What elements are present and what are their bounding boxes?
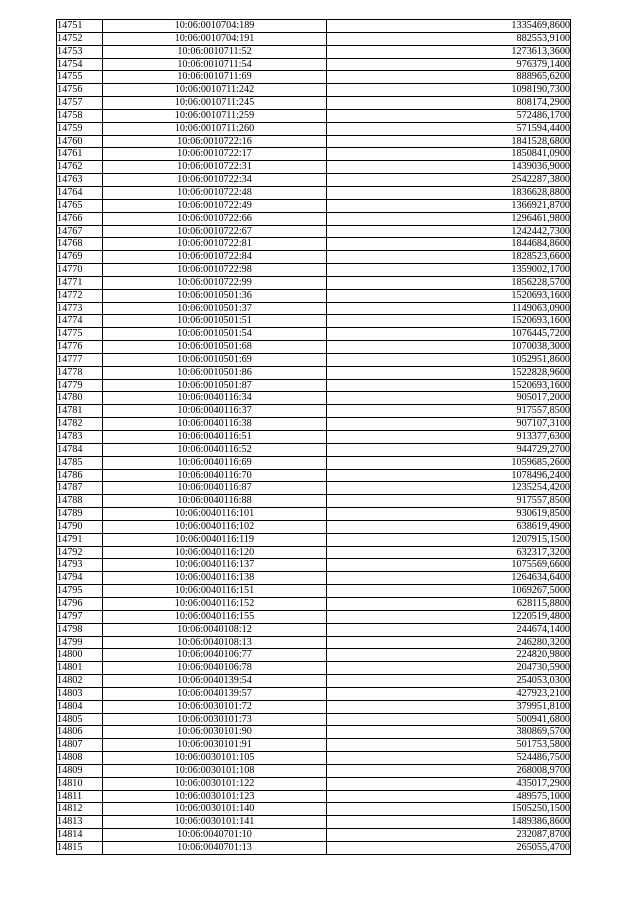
value-cell: 1836628,8800 <box>327 186 571 199</box>
cadastral-number: 10:06:0040116:120 <box>103 546 327 559</box>
row-number: 14772 <box>57 289 103 302</box>
table-row <box>57 790 571 803</box>
row-number: 14761 <box>57 148 103 161</box>
value-cell: 572486,1700 <box>327 109 571 122</box>
table-row <box>57 264 571 277</box>
table-row <box>57 533 571 546</box>
value-cell: 1264634,6400 <box>327 572 571 585</box>
cadastral-number: 10:06:0010722:34 <box>103 174 327 187</box>
value-cell: 224820,9800 <box>327 649 571 662</box>
cadastral-number: 10:06:0040116:70 <box>103 469 327 482</box>
table-row <box>57 572 571 585</box>
value-cell: 1207915,1500 <box>327 533 571 546</box>
table-row <box>57 585 571 598</box>
row-number: 14807 <box>57 739 103 752</box>
value-cell: 638619,4900 <box>327 520 571 533</box>
value-cell: 500941,6800 <box>327 713 571 726</box>
value-cell: 232087,8700 <box>327 829 571 842</box>
table-row <box>57 752 571 765</box>
table-row <box>57 71 571 84</box>
row-number: 14809 <box>57 764 103 777</box>
value-cell: 1359002,1700 <box>327 264 571 277</box>
value-cell: 265055,4700 <box>327 842 571 855</box>
table-row <box>57 405 571 418</box>
value-cell: 1850841,0900 <box>327 148 571 161</box>
value-cell: 246280,3200 <box>327 636 571 649</box>
cadastral-number: 10:06:0010711:69 <box>103 71 327 84</box>
row-number: 14751 <box>57 20 103 33</box>
table-row <box>57 238 571 251</box>
cadastral-number: 10:06:0040116:37 <box>103 405 327 418</box>
cadastral-number: 10:06:0040701:13 <box>103 842 327 855</box>
row-number: 14780 <box>57 392 103 405</box>
table-row <box>57 675 571 688</box>
cadastral-number: 10:06:0030101:72 <box>103 700 327 713</box>
row-number: 14788 <box>57 495 103 508</box>
table-row <box>57 315 571 328</box>
table-row <box>57 546 571 559</box>
row-number: 14774 <box>57 315 103 328</box>
row-number: 14813 <box>57 816 103 829</box>
cadastral-number: 10:06:0040108:12 <box>103 623 327 636</box>
table-row <box>57 739 571 752</box>
row-number: 14784 <box>57 443 103 456</box>
row-number: 14810 <box>57 777 103 790</box>
row-number: 14799 <box>57 636 103 649</box>
table-row <box>57 161 571 174</box>
table-row <box>57 328 571 341</box>
row-number: 14767 <box>57 225 103 238</box>
cadastral-number: 10:06:0010501:36 <box>103 289 327 302</box>
cadastral-number: 10:06:0040116:34 <box>103 392 327 405</box>
row-number: 14765 <box>57 199 103 212</box>
table-row <box>57 58 571 71</box>
table-row <box>57 84 571 97</box>
value-cell: 944729,2700 <box>327 443 571 456</box>
value-cell: 1439036,9000 <box>327 161 571 174</box>
value-cell: 268008,9700 <box>327 764 571 777</box>
cadastral-number: 10:06:0040116:137 <box>103 559 327 572</box>
value-cell: 632317,3200 <box>327 546 571 559</box>
row-number: 14804 <box>57 700 103 713</box>
value-cell: 254053,0300 <box>327 675 571 688</box>
row-number: 14752 <box>57 32 103 45</box>
value-cell: 427923,2100 <box>327 687 571 700</box>
value-cell: 1296461,9800 <box>327 212 571 225</box>
cadastral-number: 10:06:0010722:67 <box>103 225 327 238</box>
row-number: 14795 <box>57 585 103 598</box>
value-cell: 1335469,8600 <box>327 20 571 33</box>
value-cell: 524486,7500 <box>327 752 571 765</box>
cadastral-number: 10:06:0040116:138 <box>103 572 327 585</box>
cadastral-number: 10:06:0010501:51 <box>103 315 327 328</box>
cadastral-number: 10:06:0040116:38 <box>103 418 327 431</box>
cadastral-number: 10:06:0040139:54 <box>103 675 327 688</box>
table-row <box>57 289 571 302</box>
row-number: 14798 <box>57 623 103 636</box>
row-number: 14786 <box>57 469 103 482</box>
row-number: 14783 <box>57 431 103 444</box>
row-number: 14787 <box>57 482 103 495</box>
table-row <box>57 174 571 187</box>
row-number: 14812 <box>57 803 103 816</box>
cadastral-number: 10:06:0010722:48 <box>103 186 327 199</box>
cadastral-number: 10:06:0010722:84 <box>103 251 327 264</box>
row-number: 14785 <box>57 456 103 469</box>
value-cell: 1052951,8600 <box>327 353 571 366</box>
value-cell: 976379,1400 <box>327 58 571 71</box>
cadastral-number: 10:06:0040116:152 <box>103 597 327 610</box>
row-number: 14768 <box>57 238 103 251</box>
value-cell: 1070038,3000 <box>327 341 571 354</box>
value-cell: 571594,4400 <box>327 122 571 135</box>
cadastral-number: 10:06:0010722:31 <box>103 161 327 174</box>
value-cell: 1828523,6600 <box>327 251 571 264</box>
cadastral-number: 10:06:0010711:245 <box>103 97 327 110</box>
row-number: 14758 <box>57 109 103 122</box>
cadastral-number: 10:06:0030101:108 <box>103 764 327 777</box>
value-cell: 244674,1400 <box>327 623 571 636</box>
row-number: 14763 <box>57 174 103 187</box>
row-number: 14801 <box>57 662 103 675</box>
table-row <box>57 597 571 610</box>
row-number: 14802 <box>57 675 103 688</box>
table-row <box>57 186 571 199</box>
row-number: 14773 <box>57 302 103 315</box>
table-body <box>57 20 571 855</box>
table-row <box>57 842 571 855</box>
row-number: 14806 <box>57 726 103 739</box>
row-number: 14779 <box>57 379 103 392</box>
value-cell: 1075569,6600 <box>327 559 571 572</box>
table-row <box>57 482 571 495</box>
value-cell: 888965,6200 <box>327 71 571 84</box>
row-number: 14775 <box>57 328 103 341</box>
row-number: 14764 <box>57 186 103 199</box>
table-row <box>57 353 571 366</box>
cadastral-number: 10:06:0010722:17 <box>103 148 327 161</box>
cadastral-number: 10:06:0010711:260 <box>103 122 327 135</box>
table-row <box>57 610 571 623</box>
cadastral-number: 10:06:0040139:57 <box>103 687 327 700</box>
table-row <box>57 251 571 264</box>
table-row <box>57 469 571 482</box>
value-cell: 501753,5800 <box>327 739 571 752</box>
table-row <box>57 225 571 238</box>
row-number: 14789 <box>57 508 103 521</box>
cadastral-number: 10:06:0010722:49 <box>103 199 327 212</box>
cadastral-number: 10:06:0040116:151 <box>103 585 327 598</box>
value-cell: 1220519,4800 <box>327 610 571 623</box>
table-row <box>57 777 571 790</box>
table-row <box>57 687 571 700</box>
cadastral-number: 10:06:0030101:105 <box>103 752 327 765</box>
table-row <box>57 392 571 405</box>
cadastral-number: 10:06:0010711:242 <box>103 84 327 97</box>
value-cell: 1520693,1600 <box>327 379 571 392</box>
row-number: 14796 <box>57 597 103 610</box>
value-cell: 1505250,1500 <box>327 803 571 816</box>
cadastral-number: 10:06:0010501:69 <box>103 353 327 366</box>
table-row <box>57 829 571 842</box>
row-number: 14762 <box>57 161 103 174</box>
value-cell: 917557,8500 <box>327 405 571 418</box>
table-row <box>57 122 571 135</box>
table-row <box>57 649 571 662</box>
value-cell: 1059685,2600 <box>327 456 571 469</box>
row-number: 14794 <box>57 572 103 585</box>
cadastral-number: 10:06:0040116:52 <box>103 443 327 456</box>
table-row <box>57 495 571 508</box>
cadastral-number: 10:06:0030101:141 <box>103 816 327 829</box>
cadastral-number: 10:06:0040116:69 <box>103 456 327 469</box>
table-row <box>57 32 571 45</box>
table-row <box>57 508 571 521</box>
row-number: 14754 <box>57 58 103 71</box>
row-number: 14777 <box>57 353 103 366</box>
row-number: 14808 <box>57 752 103 765</box>
cadastral-number: 10:06:0040116:87 <box>103 482 327 495</box>
cadastral-number: 10:06:0040116:88 <box>103 495 327 508</box>
table-row <box>57 341 571 354</box>
table-row <box>57 45 571 58</box>
table-row <box>57 20 571 33</box>
row-number: 14782 <box>57 418 103 431</box>
row-number: 14760 <box>57 135 103 148</box>
table-row <box>57 623 571 636</box>
cadastral-number: 10:06:0010722:99 <box>103 276 327 289</box>
value-cell: 204730,5900 <box>327 662 571 675</box>
row-number: 14791 <box>57 533 103 546</box>
cadastral-number: 10:06:0010704:191 <box>103 32 327 45</box>
value-cell: 930619,8500 <box>327 508 571 521</box>
value-cell: 489575,1000 <box>327 790 571 803</box>
cadastral-number: 10:06:0030101:140 <box>103 803 327 816</box>
cadastral-number: 10:06:0040116:51 <box>103 431 327 444</box>
table-row <box>57 135 571 148</box>
row-number: 14766 <box>57 212 103 225</box>
value-cell: 882553,9100 <box>327 32 571 45</box>
cadastral-number: 10:06:0010704:189 <box>103 20 327 33</box>
row-number: 14811 <box>57 790 103 803</box>
cadastral-number: 10:06:0010501:87 <box>103 379 327 392</box>
cadastral-number: 10:06:0040106:78 <box>103 662 327 675</box>
row-number: 14756 <box>57 84 103 97</box>
row-number: 14771 <box>57 276 103 289</box>
cadastral-number: 10:06:0030101:73 <box>103 713 327 726</box>
value-cell: 1520693,1600 <box>327 289 571 302</box>
table-row <box>57 636 571 649</box>
value-cell: 1844684,8600 <box>327 238 571 251</box>
cadastral-number: 10:06:0010722:98 <box>103 264 327 277</box>
table-row <box>57 431 571 444</box>
cadastral-number: 10:06:0030101:123 <box>103 790 327 803</box>
table-row <box>57 559 571 572</box>
value-cell: 379951,8100 <box>327 700 571 713</box>
table-row <box>57 456 571 469</box>
row-number: 14805 <box>57 713 103 726</box>
value-cell: 808174,2900 <box>327 97 571 110</box>
value-cell: 380869,5700 <box>327 726 571 739</box>
value-cell: 907107,3100 <box>327 418 571 431</box>
table-row <box>57 662 571 675</box>
cadastral-number: 10:06:0030101:91 <box>103 739 327 752</box>
cadastral-number: 10:06:0040106:77 <box>103 649 327 662</box>
cadastral-number: 10:06:0040116:119 <box>103 533 327 546</box>
value-cell: 2542287,3800 <box>327 174 571 187</box>
value-cell: 905017,2000 <box>327 392 571 405</box>
table-row <box>57 109 571 122</box>
cadastral-number: 10:06:0040116:101 <box>103 508 327 521</box>
value-cell: 1235254,4200 <box>327 482 571 495</box>
table-row <box>57 700 571 713</box>
row-number: 14792 <box>57 546 103 559</box>
value-cell: 1273613,3600 <box>327 45 571 58</box>
row-number: 14800 <box>57 649 103 662</box>
value-cell: 1841528,6800 <box>327 135 571 148</box>
cadastral-number: 10:06:0010722:66 <box>103 212 327 225</box>
value-cell: 1149063,0900 <box>327 302 571 315</box>
value-cell: 1856228,5700 <box>327 276 571 289</box>
table-row <box>57 97 571 110</box>
row-number: 14815 <box>57 842 103 855</box>
cadastral-number: 10:06:0010501:68 <box>103 341 327 354</box>
row-number: 14755 <box>57 71 103 84</box>
cadastral-number: 10:06:0010501:54 <box>103 328 327 341</box>
row-number: 14769 <box>57 251 103 264</box>
row-number: 14757 <box>57 97 103 110</box>
cadastral-number: 10:06:0040701:10 <box>103 829 327 842</box>
cadastral-number: 10:06:0030101:90 <box>103 726 327 739</box>
value-cell: 1366921,8700 <box>327 199 571 212</box>
table-row <box>57 816 571 829</box>
cadastral-number: 10:06:0010711:54 <box>103 58 327 71</box>
row-number: 14759 <box>57 122 103 135</box>
value-cell: 1069267,5000 <box>327 585 571 598</box>
table-row <box>57 520 571 533</box>
cadastral-number: 10:06:0010711:259 <box>103 109 327 122</box>
table-row <box>57 212 571 225</box>
table-row <box>57 199 571 212</box>
cadastral-number: 10:06:0010722:16 <box>103 135 327 148</box>
value-cell: 1242442,7300 <box>327 225 571 238</box>
row-number: 14776 <box>57 341 103 354</box>
value-cell: 1076445,7200 <box>327 328 571 341</box>
table-row <box>57 803 571 816</box>
table-row <box>57 713 571 726</box>
value-cell: 917557,8500 <box>327 495 571 508</box>
data-table <box>56 19 571 855</box>
cadastral-number: 10:06:0010711:52 <box>103 45 327 58</box>
table-row <box>57 418 571 431</box>
table-row <box>57 276 571 289</box>
row-number: 14770 <box>57 264 103 277</box>
cadastral-number: 10:06:0030101:122 <box>103 777 327 790</box>
value-cell: 435017,2900 <box>327 777 571 790</box>
row-number: 14753 <box>57 45 103 58</box>
table-row <box>57 379 571 392</box>
row-number: 14793 <box>57 559 103 572</box>
value-cell: 628115,8800 <box>327 597 571 610</box>
row-number: 14797 <box>57 610 103 623</box>
table-row <box>57 726 571 739</box>
value-cell: 1489386,8600 <box>327 816 571 829</box>
cadastral-number: 10:06:0040116:155 <box>103 610 327 623</box>
row-number: 14790 <box>57 520 103 533</box>
value-cell: 1522828,9600 <box>327 366 571 379</box>
row-number: 14803 <box>57 687 103 700</box>
value-cell: 913377,6300 <box>327 431 571 444</box>
value-cell: 1078496,2400 <box>327 469 571 482</box>
cadastral-number: 10:06:0010501:86 <box>103 366 327 379</box>
row-number: 14814 <box>57 829 103 842</box>
row-number: 14778 <box>57 366 103 379</box>
cadastral-number: 10:06:0040108:13 <box>103 636 327 649</box>
value-cell: 1520693,1600 <box>327 315 571 328</box>
row-number: 14781 <box>57 405 103 418</box>
table-row <box>57 366 571 379</box>
table-row <box>57 443 571 456</box>
value-cell: 1098190,7300 <box>327 84 571 97</box>
cadastral-number: 10:06:0010501:37 <box>103 302 327 315</box>
table-row <box>57 148 571 161</box>
table-row <box>57 302 571 315</box>
cadastral-number: 10:06:0010722:81 <box>103 238 327 251</box>
cadastral-number: 10:06:0040116:102 <box>103 520 327 533</box>
table-row <box>57 764 571 777</box>
